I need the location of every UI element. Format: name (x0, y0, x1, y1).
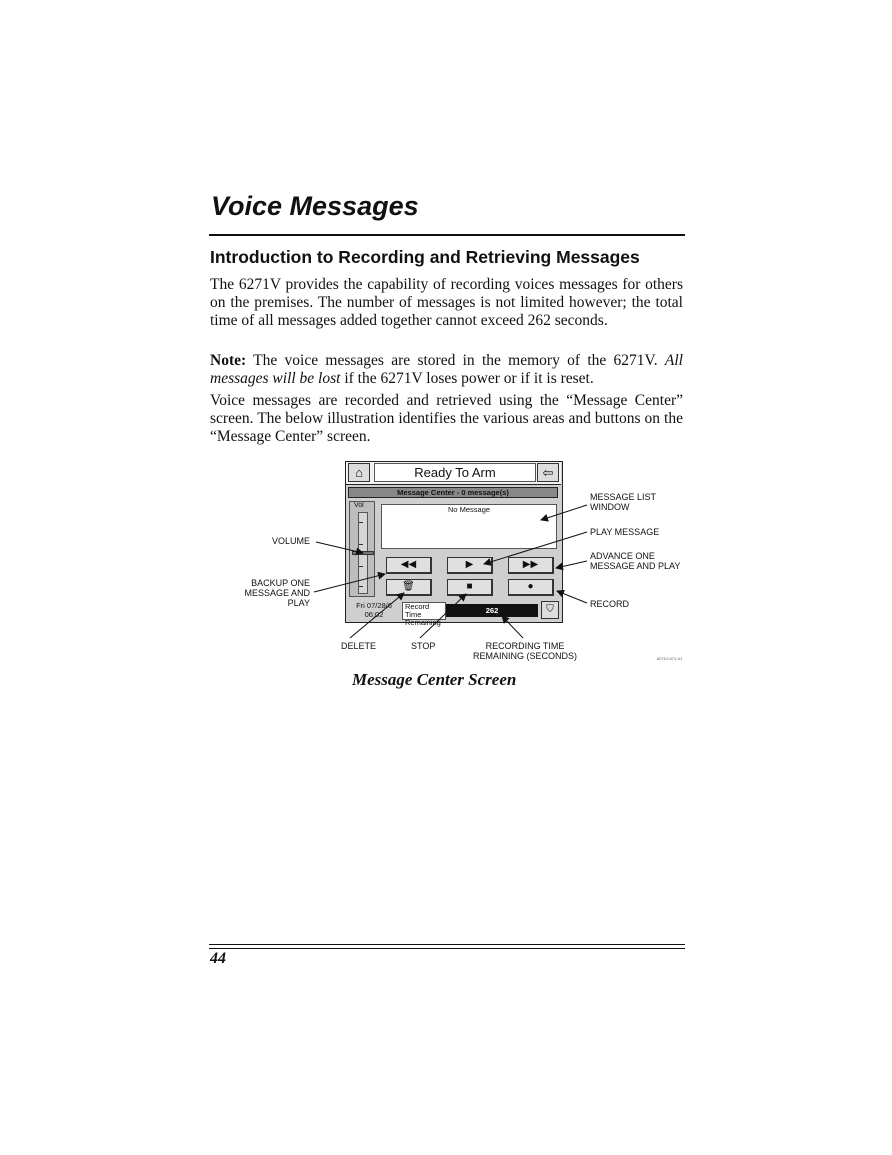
callout-message-list-line2: WINDOW (590, 502, 630, 512)
time-text: 06:02 (364, 610, 384, 619)
section-heading: Introduction to Recording and Retrieving Messages (210, 247, 640, 267)
arrow-recording-time (502, 616, 523, 638)
callout-record: RECORD (590, 599, 630, 609)
callout-backup-line1: BACKUP ONE (251, 578, 310, 588)
record-time-label-line2: Remaining (405, 618, 441, 627)
figure-code: 6271V-071-V1 (657, 656, 683, 661)
backup-button: ◀◀ (386, 557, 432, 574)
callout-backup-line3: PLAY (287, 598, 310, 608)
volume-label: Vol (354, 502, 364, 509)
callout-recording-time-line2: REMAINING (SECONDS) (472, 651, 577, 661)
chapter-title: Voice Messages (211, 191, 419, 221)
callout-play-message: PLAY MESSAGE (590, 527, 660, 537)
record-button: ● (508, 579, 554, 596)
callout-volume: VOLUME (272, 536, 311, 546)
intro-paragraph: The 6271V provides the capability of recording voices messages for others on the premises. The number of messages is not limited however; the total time of all messages added together cannot exceed 262 seconds. (210, 276, 683, 329)
arrow-delete (350, 593, 404, 638)
record-time-label-line1: Record Time (405, 602, 430, 619)
arrow-message-list (541, 505, 587, 520)
delete-button: 🗑 (386, 579, 432, 596)
arrow-volume (316, 542, 363, 553)
arrow-advance (556, 561, 587, 568)
callout-advance-line2: MESSAGE AND PLAY (590, 561, 681, 571)
note-text-b: if the 6271V loses power or if it is reset. (340, 370, 594, 387)
message-center-bar: Message Center - 0 message(s) (348, 487, 558, 498)
play-button: ▶ (447, 557, 493, 574)
callout-backup-line2: MESSAGE AND (244, 588, 310, 598)
arrow-play (484, 532, 587, 564)
date-text: Fri 07/28/6 (356, 601, 392, 610)
callout-delete: DELETE (341, 641, 377, 651)
message-center-paragraph: Voice messages are recorded and retrieved using the “Message Center” screen. The below illustration identifies the various areas and buttons on the “Message Center” screen. (210, 392, 683, 445)
arrow-backup (314, 574, 385, 592)
callout-message-list-line1: MESSAGE LIST (590, 492, 657, 502)
advance-button: ▶▶ (508, 557, 554, 574)
footer-rule (209, 944, 685, 945)
callout-recording-time-line1: RECORDING TIME (485, 641, 565, 651)
arrow-record (557, 591, 587, 603)
record-time-value: 262 (446, 604, 538, 617)
stop-button: ■ (447, 579, 493, 596)
figure-caption: Message Center Screen (352, 670, 517, 689)
back-arrow-icon: ⇦ (537, 463, 559, 482)
footer-rule (209, 948, 685, 949)
note-emphasis: All messages will be lost (210, 352, 683, 387)
note-label: Note: (210, 352, 247, 369)
page-number: 44 (210, 950, 226, 967)
callout-advance-line1: ADVANCE ONE (590, 551, 655, 561)
arrow-stop (420, 594, 466, 638)
callout-stop: STOP (411, 641, 436, 651)
note-text-a: The voice messages are stored in the memory of the 6271V. (246, 352, 665, 369)
no-message-text: No Message (447, 505, 491, 514)
shield-icon: ⛉ (541, 601, 559, 619)
status-title: Ready To Arm (374, 463, 536, 482)
house-icon: ⌂ (348, 463, 370, 482)
